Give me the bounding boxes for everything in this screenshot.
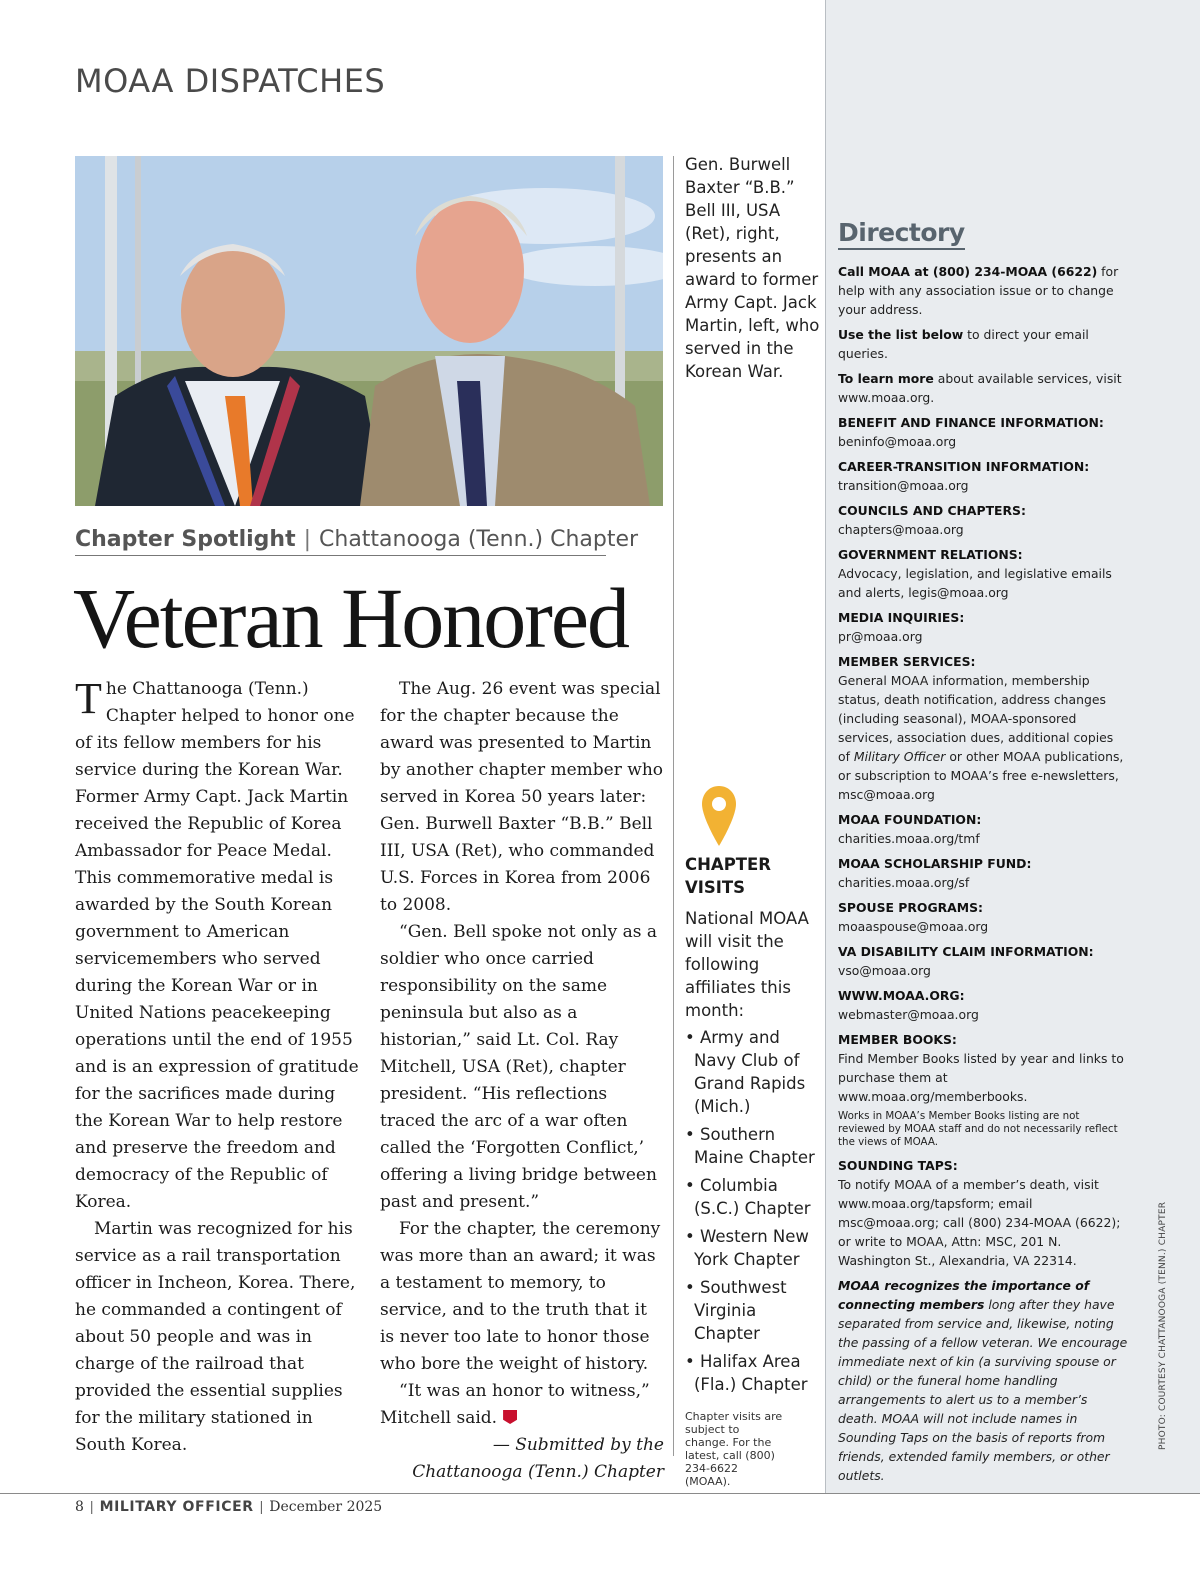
issue-date: December 2025 xyxy=(269,1499,383,1515)
paragraph xyxy=(380,1378,664,1432)
entry-heading: MEDIA INQUIRIES: xyxy=(838,610,965,625)
directory-entry xyxy=(838,501,1128,539)
closing-text: long after they have separated from service and, likewise, noting the passing of a fellow veteran. We encourage immediate next of kin (a surviving spouse or child) or the funeral home handling arrangements to alert us to a member’s death. MOAA will not include names in Sounding Taps on the basis of reports from friends, extended family members, or other outlets. xyxy=(838,1297,1128,1483)
directory-list-bold: Use the list below xyxy=(838,327,964,342)
paragraph: Martin was recognized for his service as a rail transportation officer in Incheon, Korea. There, he commanded a contingent of about 50 people and was in charge of the railroad that provided the essential supplies for the military stationed in South Korea. xyxy=(75,1219,356,1455)
footer-separator: | xyxy=(89,1498,94,1514)
entry-heading: MEMBER SERVICES: xyxy=(838,654,976,669)
photo-caption: Gen. Burwell Baxter “B.B.” Bell III, USA (Ret), right, presents an award to former Army Capt. Jack Martin, left, who served in the Korean War. xyxy=(685,155,820,381)
entry-text: Find Member Books listed by year and links to purchase them at www.moaa.org/memberbooks. xyxy=(838,1051,1124,1104)
entry-heading: MOAA SCHOLARSHIP FUND: xyxy=(838,856,1032,871)
kicker-label: Chapter Spotlight xyxy=(75,527,296,552)
entry-text: pr@moaa.org xyxy=(838,629,923,644)
chapter-visits-title: CHAPTER VISITS xyxy=(685,855,772,897)
headline: Veteran Honored xyxy=(73,570,629,666)
entry-text: chapters@moaa.org xyxy=(838,522,964,537)
list-item: • Southern Maine Chapter xyxy=(685,1125,815,1167)
entry-text: transition@moaa.org xyxy=(838,478,969,493)
directory-intro xyxy=(838,369,1128,407)
paragraph: The Aug. 26 event was special for the chapter because the award was presented to Martin by another chapter member who served in Korea 50 years later: Gen. Burwell Baxter “B.B.” Bell III, USA (Ret), who commanded U.S. Forces in Korea from 2006 to 2008. xyxy=(380,679,663,915)
photo-illustration xyxy=(75,156,663,506)
directory-list xyxy=(838,262,1128,1491)
entry-text: charities.moaa.org/sf xyxy=(838,875,970,890)
directory-entry xyxy=(838,986,1128,1024)
paragraph: “Gen. Bell spoke not only as a soldier who once carried responsibility on the same peninsula but also as a historian,” said Lt. Col. Ray Mitchell, USA (Ret), chapter president. “His reflections traced the arc of a war often called the ‘Forgotten Conflict,’ offering a living bridge between past and present.” xyxy=(380,922,657,1212)
directory-entry xyxy=(838,810,1128,848)
chapter-visits-intro: National MOAA will visit the following affiliates this month: xyxy=(685,909,809,1020)
directory-intro xyxy=(838,325,1128,363)
closing-bold: MOAA recognizes the importance of connecting members xyxy=(838,1278,1090,1312)
entry-heading: SOUNDING TAPS: xyxy=(838,1158,958,1173)
entry-heading: CAREER-TRANSITION INFORMATION: xyxy=(838,459,1090,474)
list-item: • Southwest Virginia Chapter xyxy=(685,1278,787,1343)
article-credit: — Submitted by the Chattanooga (Tenn.) Chapter xyxy=(412,1435,664,1482)
entry-text-part: General MOAA information, membership status, death notification, address changes (including seasonal), MOAA-sponsored services, association dues, additional copies of xyxy=(838,673,1114,764)
photo-credit: PHOTO: COURTESY CHATTANOOGA (TENN.) CHAPTER xyxy=(1158,1201,1168,1450)
column-divider xyxy=(673,156,674,1456)
entry-text: webmaster@moaa.org xyxy=(838,1007,979,1022)
chapter-visits-list xyxy=(685,1026,825,1396)
list-item: • Halifax Area (Fla.) Chapter xyxy=(685,1352,808,1394)
directory-list-text: to direct your email queries. xyxy=(838,327,1089,361)
article-column-2 xyxy=(380,676,664,1486)
paragraph-text: he Chattanooga (Tenn.) Chapter helped to honor one of its fellow members for his service during the Korean War. Former Army Capt. Jack Martin received the Republic of Korea Ambassador for Peace Medal. This commemorative medal is awarded by the South Korean government to American servicemembers who served during the Korean War or in United Nations peacekeeping operations until the end of 1955 and is an expression of gratitude for the sacrifices made during the Korean War to help restore and preserve the freedom and democracy of the Republic of Korea. xyxy=(75,679,359,1212)
page-number: 8 xyxy=(75,1499,84,1515)
directory-call-bold: Call MOAA at (800) 234-MOAA (6622) xyxy=(838,264,1098,279)
directory-entry xyxy=(838,1156,1128,1270)
entry-heading: COUNCILS AND CHAPTERS: xyxy=(838,503,1026,518)
right-man-face xyxy=(416,199,524,343)
list-item: • Columbia (S.C.) Chapter xyxy=(685,1176,811,1218)
entry-text-part: or other MOAA publications, or subscription to MOAA’s free e-newsletters, msc@moaa.org xyxy=(838,749,1124,802)
directory-entry xyxy=(838,898,1128,936)
entry-heading: VA DISABILITY CLAIM INFORMATION: xyxy=(838,944,1094,959)
location-pin-icon xyxy=(700,784,738,850)
list-item: • Army and Navy Club of Grand Rapids (Mich.) xyxy=(685,1028,806,1116)
entry-text: charities.moaa.org/tmf xyxy=(838,831,980,846)
directory-closing xyxy=(838,1276,1128,1485)
entry-text xyxy=(838,671,1128,804)
kicker-chapter: Chattanooga (Tenn.) Chapter xyxy=(319,527,639,552)
directory-title: Directory xyxy=(838,218,965,250)
footer xyxy=(75,1498,382,1515)
magazine-name: MILITARY OFFICER xyxy=(99,1499,254,1515)
entry-heading: MOAA FOUNDATION: xyxy=(838,812,982,827)
paragraph: For the chapter, the ceremony was more than an award; it was a testament to memory, to service, and to the truth that it is never too late to honor those who bore the weight of history. xyxy=(380,1219,661,1374)
end-mark-icon xyxy=(503,1410,517,1424)
entry-heading: WWW.MOAA.ORG: xyxy=(838,988,965,1003)
entry-heading: MEMBER BOOKS: xyxy=(838,1032,957,1047)
entry-heading: BENEFIT AND FINANCE INFORMATION: xyxy=(838,415,1104,430)
directory-entry xyxy=(838,1030,1128,1106)
directory-entry xyxy=(838,652,1128,804)
kicker xyxy=(75,527,639,556)
entry-text-italic: Military Officer xyxy=(853,749,946,764)
footer-separator: | xyxy=(259,1498,264,1514)
directory-entry xyxy=(838,854,1128,892)
directory-entry xyxy=(838,942,1128,980)
kicker-separator: | xyxy=(303,527,312,552)
entry-heading: SPOUSE PROGRAMS: xyxy=(838,900,983,915)
directory-intro xyxy=(838,262,1128,319)
section-title: MOAA DISPATCHES xyxy=(75,62,386,100)
chapter-visits-note: Chapter visits are subject to change. For the latest, call (800) 234-6622 (MOAA). xyxy=(685,1410,783,1488)
entry-text: beninfo@moaa.org xyxy=(838,434,957,449)
directory-entry xyxy=(838,457,1128,495)
footer-rule xyxy=(0,1493,1200,1494)
article-photo xyxy=(75,156,663,506)
dropcap: T xyxy=(75,674,102,723)
entry-text: Advocacy, legislation, and legislative emails and alerts, legis@moaa.org xyxy=(838,566,1112,600)
entry-heading: GOVERNMENT RELATIONS: xyxy=(838,547,1023,562)
directory-entry xyxy=(838,545,1128,602)
paragraph-text: “It was an honor to witness,” Mitchell said. xyxy=(380,1381,650,1428)
list-item: • Western New York Chapter xyxy=(685,1227,809,1269)
entry-text: moaaspouse@moaa.org xyxy=(838,919,989,934)
left-man-face xyxy=(181,245,285,377)
entry-text: To notify MOAA of a member’s death, visit www.moaa.org/tapsform; email msc@moaa.org; call (800) 234-MOAA (6622); or write to MOAA, Attn: MSC, 201 N. Washington St., Alexandria, VA 22314. xyxy=(838,1177,1121,1268)
chapter-visits xyxy=(685,853,825,1488)
directory-entry xyxy=(838,413,1128,451)
directory-call-text: for help with any association issue or to change your address. xyxy=(838,264,1119,317)
directory-learn-bold: To learn more xyxy=(838,371,934,386)
books-note: Works in MOAA’s Member Books listing are not reviewed by MOAA staff and do not necessarily reflect the views of MOAA. xyxy=(838,1110,1118,1148)
directory-entry xyxy=(838,608,1128,646)
article-column-1 xyxy=(75,676,359,1459)
paragraph xyxy=(75,676,359,1216)
entry-text: vso@moaa.org xyxy=(838,963,931,978)
directory-learn-text: about available services, visit www.moaa.org. xyxy=(838,371,1122,405)
